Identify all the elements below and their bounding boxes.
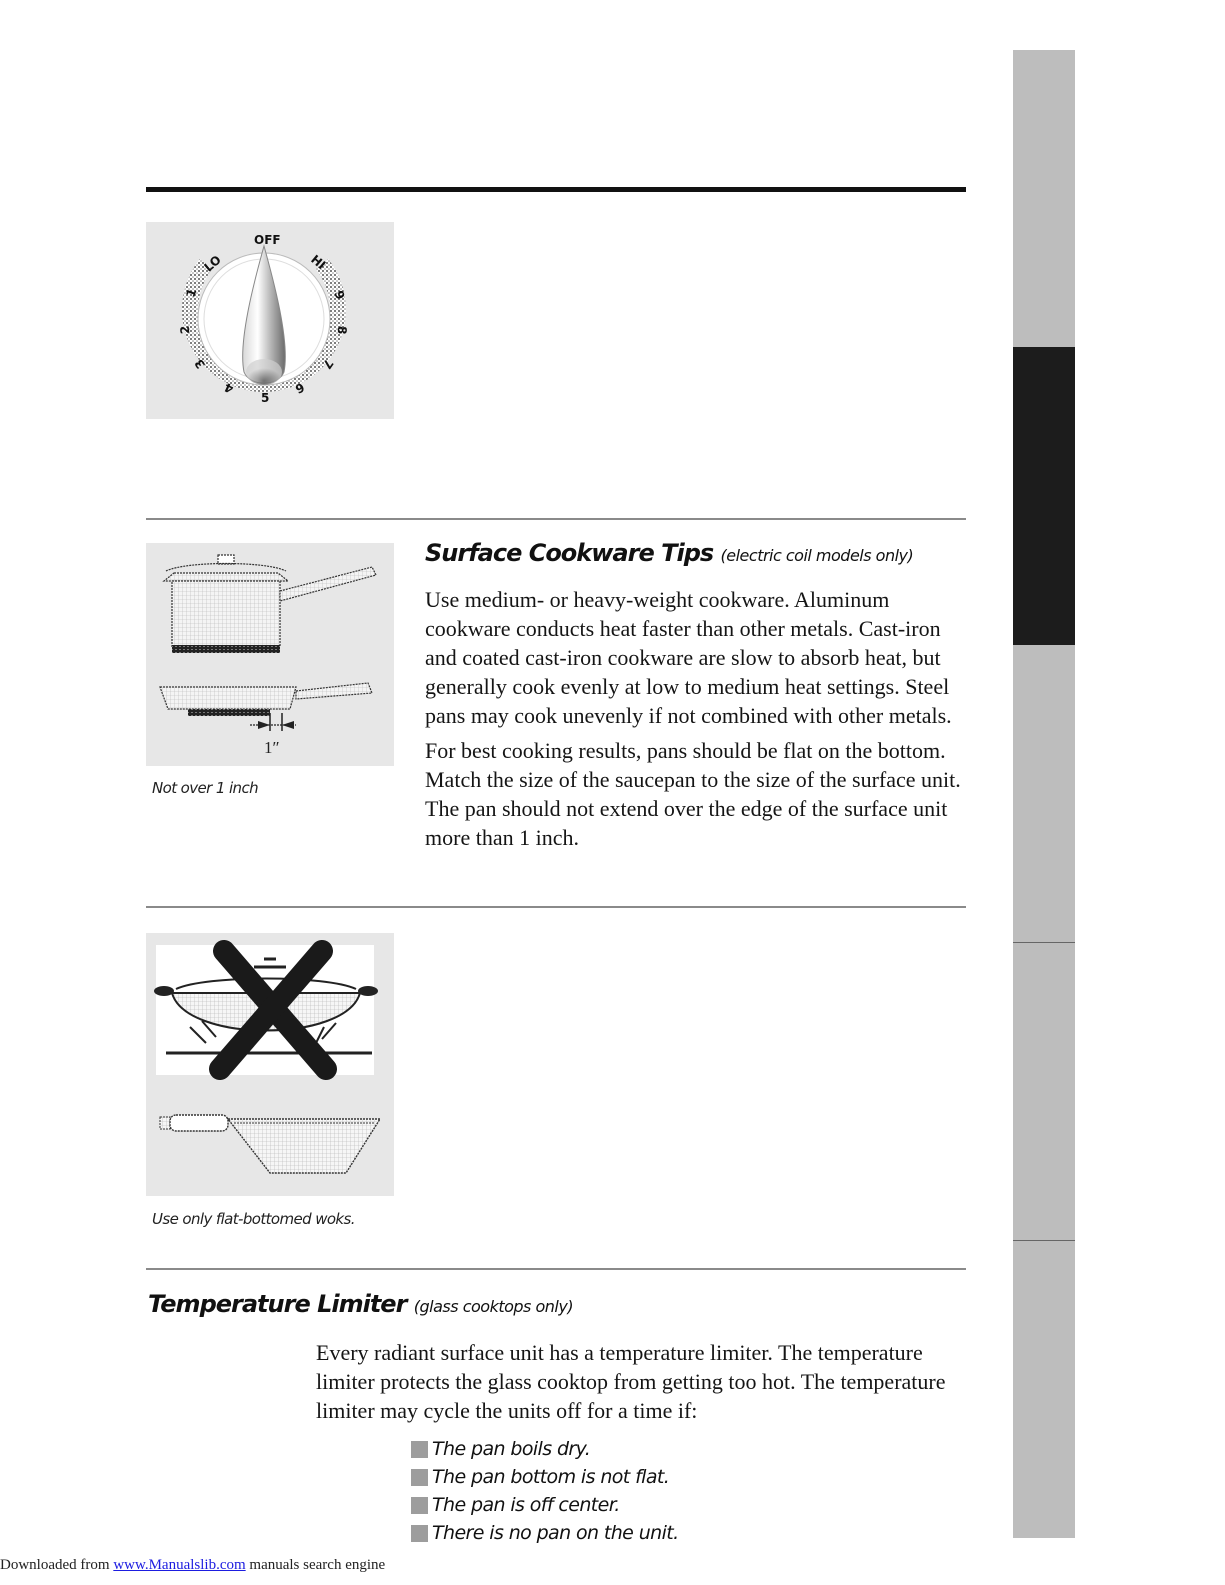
- cookware-tips-subtitle: (electric coil models only): [720, 546, 914, 565]
- temperature-limiter-bullets: [411, 1435, 679, 1547]
- list-item: [411, 1519, 679, 1547]
- download-footer: [0, 1557, 385, 1574]
- dial-label-5: 5: [261, 391, 270, 405]
- bullet-square-icon: [411, 1469, 428, 1486]
- cookware-tips-body: [425, 585, 965, 858]
- temperature-limiter-subtitle: (glass cooktops only): [413, 1297, 574, 1316]
- dial-label-hi: HI: [308, 252, 329, 273]
- dimension-label: 1″: [264, 738, 280, 757]
- list-item: [411, 1463, 679, 1491]
- footer-suffix: manuals search engine: [245, 1557, 386, 1573]
- bullet-square-icon: [411, 1525, 428, 1542]
- dial-label-3: 3: [191, 356, 209, 372]
- top-rule: [146, 187, 966, 192]
- side-tab-1: [1013, 50, 1075, 347]
- temperature-limiter-heading: [148, 1290, 573, 1318]
- cookware-tips-title: Surface Cookware Tips: [425, 539, 714, 567]
- bullet-square-icon: [411, 1441, 428, 1458]
- bullet-text: The pan is off center.: [432, 1494, 620, 1516]
- side-tab-4: [1013, 943, 1075, 1241]
- cookware-figure: [146, 543, 394, 766]
- dial-label-7: 7: [319, 356, 337, 372]
- footer-prefix: Downloaded from: [0, 1557, 114, 1573]
- cookware-tips-heading: [425, 539, 913, 567]
- dial-label-8: 8: [334, 325, 350, 335]
- dial-label-4: 4: [222, 379, 236, 397]
- dial-label-9: 9: [331, 288, 348, 302]
- dial-label-6: 6: [293, 379, 307, 397]
- section-divider-3: [146, 1268, 966, 1270]
- bullet-text: The pan boils dry.: [432, 1438, 591, 1460]
- list-item: [411, 1435, 679, 1463]
- cookware-tips-paragraph-1: Use medium- or heavy-weight cookware. Aluminum cookware conducts heat faster than other metals. Cast-iron and coated cast-iron cookware are slow to absorb heat, but generally cook evenly at low to medium heat settings. Steel pans may cook unevenly if not combined with other metals.: [425, 587, 952, 728]
- bullet-square-icon: [411, 1497, 428, 1514]
- control-knob-figure: [146, 222, 394, 419]
- wok-figure: [146, 933, 394, 1196]
- side-tab-3: [1013, 645, 1075, 943]
- temperature-limiter-title: Temperature Limiter: [148, 1290, 407, 1318]
- cookware-tips-paragraph-2: For best cooking results, pans should be flat on the bottom. Match the size of the saucepan to the size of the surface unit. The pan should not extend over the edge of the surface unit more than 1 inch.: [425, 738, 961, 850]
- dial-label-1: 1: [183, 286, 200, 300]
- cookware-caption: Not over 1 inch: [152, 779, 259, 797]
- side-tab-2-active: [1013, 347, 1075, 645]
- dial-label-off: OFF: [254, 233, 281, 247]
- wok-caption: Use only flat-bottomed woks.: [152, 1210, 355, 1228]
- list-item: [411, 1491, 679, 1519]
- bullet-text: The pan bottom is not flat.: [432, 1466, 670, 1488]
- bullet-text: There is no pan on the unit.: [432, 1522, 679, 1544]
- section-divider-1: [146, 518, 966, 520]
- dial-label-lo: LO: [201, 252, 224, 275]
- side-tab-5: [1013, 1241, 1075, 1538]
- manualslib-link[interactable]: www.Manualslib.com: [113, 1557, 246, 1573]
- temperature-limiter-body: Every radiant surface unit has a temperature limiter. The temperature limiter protects the glass cooktop from getting too hot. The temperature limiter may cycle the units off for a time if:: [316, 1340, 946, 1423]
- dial-label-2: 2: [177, 325, 193, 335]
- section-divider-2: [146, 906, 966, 908]
